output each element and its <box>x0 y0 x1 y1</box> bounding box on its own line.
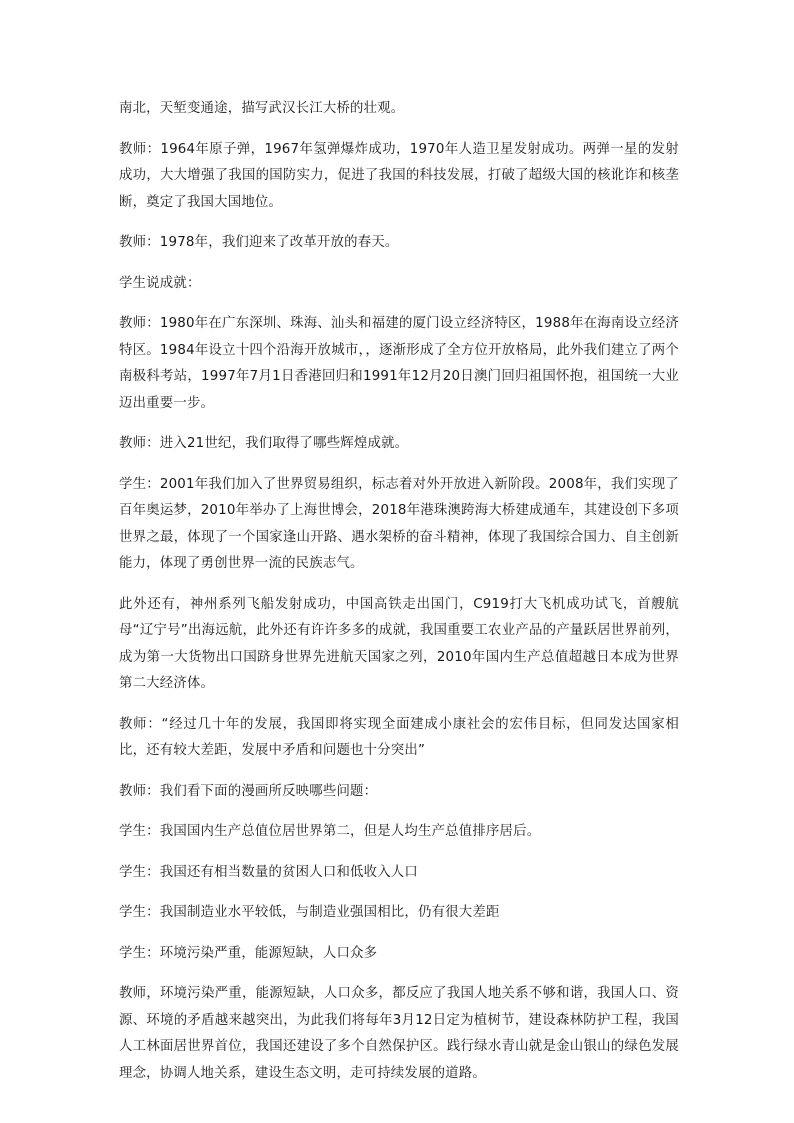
paragraph-cartoon-question: 教师：我们看下面的漫画所反映哪些问题： <box>119 783 378 799</box>
document-body <box>119 96 679 1101</box>
paragraph-moderately-prosperous: 教师：“经过几十年的发展，我国即将实现全面建成小康社会的宏伟目标，但同发达国家相比，还有较大差距，发展中矛盾和问题也十分突出” <box>119 716 679 758</box>
paragraph-environment: 学生：环境污染严重，能源短缺，人口众多 <box>119 945 378 961</box>
paragraph-21st-century: 教师：进入21世纪，我们取得了哪些辉煌成就。 <box>119 436 409 451</box>
paragraph-manufacturing: 学生：我国制造业水平较低，与制造业强国相比，仍有很大差距 <box>119 905 500 920</box>
paragraph-sustainable-development: 教师，环境污染严重，能源短缺，人口众多，都反应了我国人地关系不够和谐，我国人口、资源、环境的矛盾越来越突出，为此我们将每年3月12日定为植树节，建设森林防护工程，我国人工林面居世界首位，我国还建设了多个自然保护区。践行绿水青山就是金山银山的绿色发展理念，协调人地关系，建设生态文明，走可持续发展的道路。 <box>119 986 679 1081</box>
paragraph-reform-opening: 教师：1978年，我们迎来了改革开放的春天。 <box>119 235 399 250</box>
paragraph-other-achievements: 此外还有，神州系列飞船发射成功，中国高铁走出国门，C919打大飞机成功试飞，首艘航母“辽宁号”出海远航，此外还有许许多多的成就，我国重要工农业产品的产量跃居世界前列，成为第一大货物出口国跻身世界先进航天国家之列，2010年国内生产总值超越日本成为世界第二大经济体。 <box>119 596 679 691</box>
paragraph-wto-olympics: 学生：2001年我们加入了世界贸易组织，标志着对外开放进入新阶段。2008年，我们实现了百年奥运梦，2010年举办了上海世博会，2018年港珠澳跨海大桥建成通车，其建设创下多项世界之最，体现了一个国家逢山开路、遇水架桥的奋斗精神，体现了我国综合国力、自主创新能力，体现了勇创世界一流的民族志气。 <box>119 476 679 571</box>
paragraph-poverty: 学生：我国还有相当数量的贫困人口和低收入人口 <box>119 864 418 880</box>
paragraph-wuhan-bridge: 南北，天堑变通途，描写武汉长江大桥的壮观。 <box>119 101 405 116</box>
paragraph-gdp-per-capita: 学生：我国国内生产总值位居世界第二，但是人均生产总值排序居后。 <box>119 824 541 839</box>
paragraph-two-bombs-one-satellite: 教师：1964年原子弹，1967年氢弹爆炸成功，1970年人造卫星发射成功。两弹一星的发射成功，大大增强了我国的国防实力，促进了我国的科技发展，打破了超级大国的核讹诈和核垄断，奠定了我国大国地位。 <box>119 141 679 210</box>
paragraph-students-achievements: 学生说成就： <box>119 275 201 291</box>
paragraph-economic-zones: 教师：1980年在广东深圳、珠海、汕头和福建的厦门设立经济特区，1988年在海南设立经济特区。1984年设立十四个沿海开放城市，，逐渐形成了全方位开放格局，此外我们建立了两个南极科考站，1997年7月1日香港回归和1991年12月20日澳门回归祖国怀抱，祖国统一大业迈出重要一步。 <box>119 316 679 411</box>
